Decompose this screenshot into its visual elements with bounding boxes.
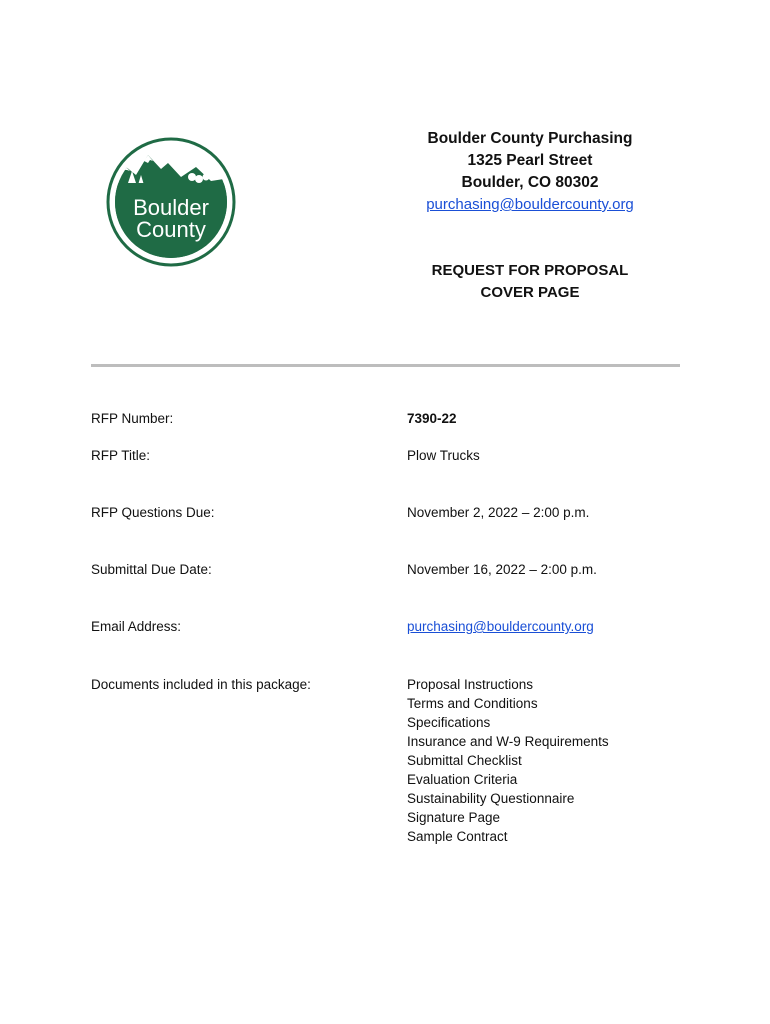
rfp-number-value: 7390-22 — [407, 411, 457, 426]
email-label: Email Address: — [91, 619, 182, 634]
rfp-title-value: Plow Trucks — [407, 448, 480, 463]
documents-list — [407, 675, 609, 846]
list-item: Signature Page — [407, 810, 501, 825]
street-address: 1325 Pearl Street — [467, 152, 593, 169]
list-item: Specifications — [407, 715, 491, 730]
questions-due-value: November 2, 2022 – 2:00 p.m. — [407, 505, 590, 520]
questions-due-label: RFP Questions Due: — [91, 505, 215, 520]
list-item: Insurance and W-9 Requirements — [407, 734, 609, 749]
logo-text-line2: County — [136, 217, 206, 242]
header-email-link[interactable]: purchasing@bouldercounty.org — [426, 196, 634, 213]
email-link[interactable]: purchasing@bouldercounty.org — [407, 619, 594, 634]
org-name: Boulder County Purchasing — [427, 130, 633, 147]
documents-label: Documents included in this package: — [91, 677, 311, 692]
city-state-zip: Boulder, CO 80302 — [461, 174, 599, 191]
rfp-number-label: RFP Number: — [91, 411, 174, 426]
logo-text-line1: Boulder — [133, 195, 209, 220]
title-line-2: COVER PAGE — [480, 284, 580, 301]
rfp-title-label: RFP Title: — [91, 448, 151, 463]
divider — [91, 364, 680, 367]
submittal-due-value: November 16, 2022 – 2:00 p.m. — [407, 562, 597, 577]
list-item: Proposal Instructions — [407, 677, 534, 692]
list-item: Terms and Conditions — [407, 696, 538, 711]
document-title — [380, 260, 680, 304]
title-line-1: REQUEST FOR PROPOSAL — [431, 262, 629, 279]
list-item: Submittal Checklist — [407, 753, 522, 768]
list-item: Evaluation Criteria — [407, 772, 518, 787]
list-item: Sample Contract — [407, 829, 508, 844]
submittal-due-label: Submittal Due Date: — [91, 562, 212, 577]
address-block — [380, 128, 680, 216]
boulder-county-logo — [106, 137, 236, 267]
list-item: Sustainability Questionnaire — [407, 791, 575, 806]
